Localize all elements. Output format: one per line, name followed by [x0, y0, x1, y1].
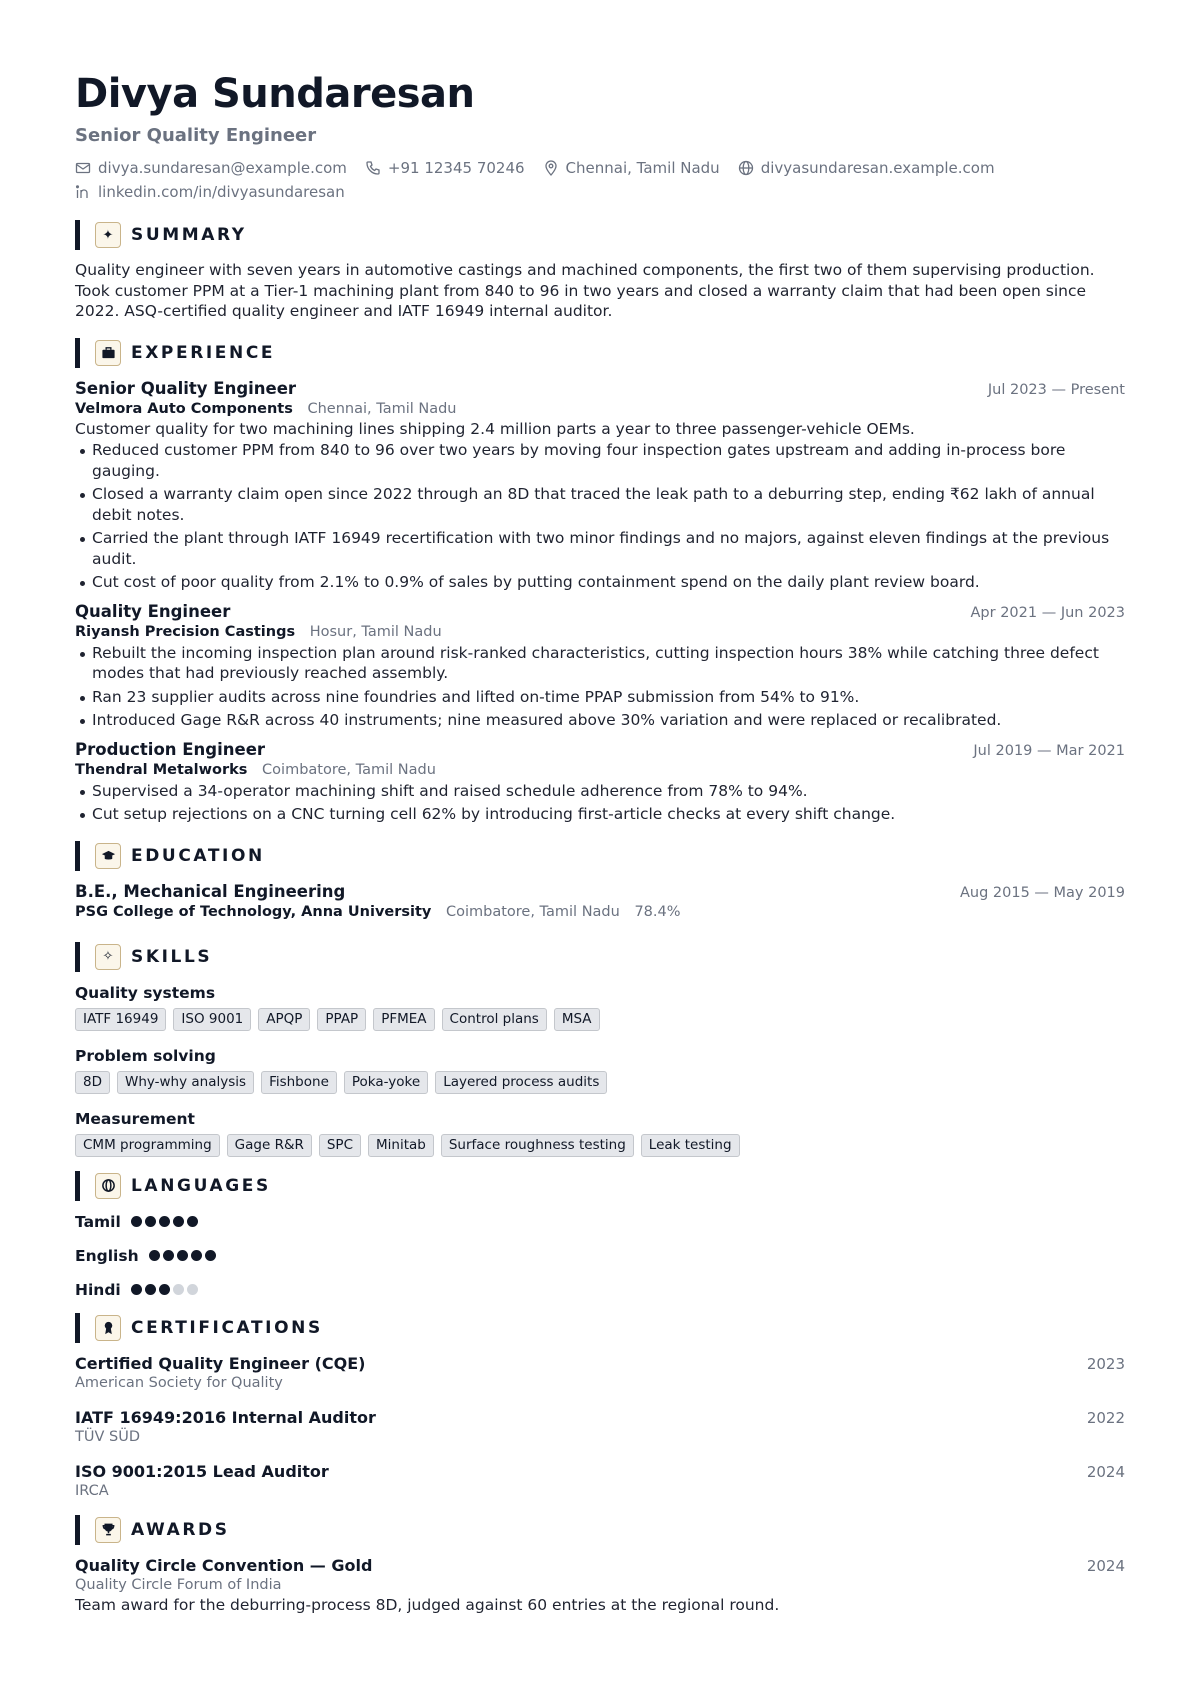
language-list — [75, 1211, 1125, 1301]
section-header — [75, 1515, 1125, 1545]
candidate-name: Divya Sundaresan — [75, 71, 475, 117]
globe-icon — [738, 160, 754, 176]
certification-year: 2022 — [1086, 1408, 1125, 1427]
certification-title: ISO 9001:2015 Lead Auditor — [75, 1461, 329, 1481]
job-title: Senior Quality Engineer — [75, 378, 297, 398]
award-issuer: Quality Circle Forum of India — [75, 1576, 282, 1593]
skill-tag: Why-why analysis — [117, 1071, 254, 1094]
section-title: SKILLS — [131, 946, 213, 967]
skill-tag: CMM programming — [75, 1134, 220, 1157]
email-text: divya.sundaresan@example.com — [98, 159, 347, 177]
skill-tag: APQP — [258, 1008, 310, 1031]
company-location: Coimbatore, Tamil Nadu — [262, 761, 436, 778]
bullet-item: Cut cost of poor quality from 2.1% to 0.9% of sales by putting containment spend on the daily plant review board. — [75, 572, 1125, 593]
briefcase-icon — [95, 340, 121, 366]
section-header — [75, 1313, 1125, 1343]
company-location: Hosur, Tamil Nadu — [309, 623, 442, 640]
language-name: English — [75, 1246, 139, 1265]
contact-list — [75, 156, 1125, 204]
skill-group-name: Measurement — [75, 1109, 195, 1128]
skill-tag: Poka-yoke — [344, 1071, 428, 1094]
school-location: Coimbatore, Tamil Nadu — [445, 903, 620, 920]
section-accent-bar — [75, 338, 80, 368]
language-item — [75, 1211, 1125, 1233]
skill-tags — [75, 1071, 1125, 1094]
job-title: Production Engineer — [75, 739, 266, 759]
language-name: Tamil — [75, 1212, 121, 1231]
language-name: Hindi — [75, 1280, 121, 1299]
certification-issuer: IRCA — [75, 1482, 109, 1499]
company-name: Thendral Metalworks — [75, 761, 248, 778]
proficiency-dot-filled — [163, 1250, 174, 1261]
skill-tag: Control plans — [442, 1008, 547, 1031]
skill-tag: MSA — [554, 1008, 600, 1031]
proficiency-dot-filled — [173, 1216, 184, 1227]
section-accent-bar — [75, 1171, 80, 1201]
skill-tag: Layered process audits — [435, 1071, 607, 1094]
skill-tag: PFMEA — [373, 1008, 434, 1031]
skill-group-name: Problem solving — [75, 1046, 216, 1065]
summary-section — [75, 220, 1125, 322]
award-item — [75, 1555, 1125, 1616]
awards-section — [75, 1515, 1125, 1616]
section-header — [75, 338, 1125, 368]
job-dates: Jul 2019 — Mar 2021 — [973, 742, 1125, 759]
languages-section — [75, 1171, 1125, 1301]
bullet-item: Introduced Gage R&R across 40 instruments; nine measured above 30% variation and were replaced or recalibrated. — [75, 710, 1125, 731]
certifications-section — [75, 1313, 1125, 1501]
proficiency-dot-filled — [131, 1284, 142, 1295]
skill-tag: SPC — [319, 1134, 361, 1157]
proficiency-dot-filled — [177, 1250, 188, 1261]
skill-tag: Leak testing — [641, 1134, 740, 1157]
section-title: AWARDS — [131, 1519, 230, 1540]
skill-tags — [75, 1008, 1125, 1031]
job-dates: Jul 2023 — Present — [987, 381, 1125, 398]
section-title: EDUCATION — [131, 845, 265, 866]
section-accent-bar — [75, 942, 80, 972]
section-accent-bar — [75, 1515, 80, 1545]
skill-tag: IATF 16949 — [75, 1008, 166, 1031]
company-name: Riyansh Precision Castings — [75, 623, 296, 640]
skills-section — [75, 942, 1125, 1157]
bullet-item: Closed a warranty claim open since 2022 through an 8D that traced the leak path to a deburring step, ending ₹62 lakh of annual debit notes. — [75, 484, 1125, 525]
bullet-item: Cut setup rejections on a CNC turning cell 62% by introducing first-article checks at every shift change. — [75, 804, 1125, 825]
proficiency-dot-filled — [187, 1216, 198, 1227]
contact-phone[interactable] — [365, 156, 525, 180]
proficiency-dot-empty — [187, 1284, 198, 1295]
skill-tag: PPAP — [317, 1008, 366, 1031]
certification-year: 2024 — [1086, 1462, 1125, 1481]
proficiency-dot-filled — [159, 1216, 170, 1227]
map-pin-icon — [543, 160, 559, 176]
proficiency-dots — [131, 1284, 201, 1295]
contact-website[interactable] — [738, 156, 995, 180]
proficiency-dot-filled — [191, 1250, 202, 1261]
skill-group — [75, 982, 1125, 1031]
skill-tag: Minitab — [368, 1134, 434, 1157]
certification-title: Certified Quality Engineer (CQE) — [75, 1353, 366, 1373]
certification-item — [75, 1407, 1125, 1447]
skill-groups — [75, 982, 1125, 1157]
location-text: Chennai, Tamil Nadu — [565, 159, 720, 177]
proficiency-dot-filled — [145, 1284, 156, 1295]
skill-tag: 8D — [75, 1071, 110, 1094]
bullet-item: Ran 23 supplier audits across nine foundries and lifted on-time PPAP submission from 54% to 91%. — [75, 687, 1125, 708]
job-dates: Apr 2021 — Jun 2023 — [970, 604, 1125, 621]
education-section — [75, 841, 1125, 922]
section-header — [75, 220, 1125, 250]
graduation-cap-icon — [95, 843, 121, 869]
skill-group — [75, 1045, 1125, 1094]
skill-tag: Gage R&R — [227, 1134, 312, 1157]
section-header — [75, 942, 1125, 972]
proficiency-dot-empty — [173, 1284, 184, 1295]
trophy-icon — [95, 1517, 121, 1543]
linkedin-text: linkedin.com/in/divyasundaresan — [98, 183, 345, 201]
certification-title: IATF 16949:2016 Internal Auditor — [75, 1407, 376, 1427]
sparkles-icon: ✧ — [95, 944, 121, 970]
bullet-item: Rebuilt the incoming inspection plan around risk-ranked characteristics, cutting inspection hours 38% while catching three defect modes that had previously reached assembly. — [75, 643, 1125, 684]
award-row — [75, 1555, 1125, 1576]
education-entry — [75, 881, 1125, 922]
certification-row — [75, 1461, 1125, 1482]
certification-issuer: TÜV SÜD — [75, 1428, 140, 1445]
award-list — [75, 1555, 1125, 1616]
candidate-headline: Senior Quality Engineer — [75, 125, 317, 146]
company-name: Velmora Auto Components — [75, 400, 293, 417]
certification-row — [75, 1407, 1125, 1428]
bullet-item: Reduced customer PPM from 840 to 96 over two years by moving four inspection gates upstream and adding in-process bore gauging. — [75, 440, 1125, 481]
degree: B.E., Mechanical Engineering — [75, 881, 346, 901]
school-name: PSG College of Technology, Anna University — [75, 903, 432, 920]
award-badge-icon — [95, 1315, 121, 1341]
sparkle-icon: ✦ — [95, 222, 121, 248]
section-header — [75, 1171, 1125, 1201]
contact-location — [543, 156, 720, 180]
bullet-item: Supervised a 34-operator machining shift and raised schedule adherence from 78% to 94%. — [75, 781, 1125, 802]
job-bullets — [75, 643, 1125, 731]
education-dates: Aug 2015 — May 2019 — [959, 884, 1125, 901]
award-description: Team award for the deburring-process 8D, judged against 60 entries at the regional round. — [75, 1595, 780, 1614]
section-title: LANGUAGES — [131, 1175, 271, 1196]
section-accent-bar — [75, 841, 80, 871]
section-title: CERTIFICATIONS — [131, 1317, 323, 1338]
proficiency-dots — [149, 1250, 219, 1261]
experience-section — [75, 338, 1125, 825]
language-item — [75, 1279, 1125, 1301]
mail-icon — [75, 160, 91, 176]
company-location: Chennai, Tamil Nadu — [307, 400, 457, 417]
section-title: SUMMARY — [131, 225, 247, 245]
job-summary: Customer quality for two machining lines shipping 2.4 million parts a year to three passenger-vehicle OEMs. — [75, 419, 915, 438]
skill-tag: Surface roughness testing — [441, 1134, 634, 1157]
proficiency-dot-filled — [145, 1216, 156, 1227]
language-item — [75, 1245, 1125, 1267]
certification-item — [75, 1353, 1125, 1393]
proficiency-dot-filled — [159, 1284, 170, 1295]
certification-item — [75, 1461, 1125, 1501]
certification-row — [75, 1353, 1125, 1374]
phone-icon — [365, 160, 381, 176]
certification-list — [75, 1353, 1125, 1501]
award-title: Quality Circle Convention — Gold — [75, 1555, 373, 1575]
contact-email[interactable] — [75, 156, 347, 180]
resume-header — [75, 70, 1125, 204]
proficiency-dots — [131, 1216, 201, 1227]
experience-entry — [75, 739, 1125, 825]
section-accent-bar — [75, 220, 80, 250]
job-bullets — [75, 440, 1125, 593]
phone-text: +91 12345 70246 — [387, 159, 525, 177]
certification-year: 2023 — [1086, 1354, 1125, 1373]
linkedin-icon — [75, 184, 91, 200]
website-text: divyasundaresan.example.com — [760, 159, 995, 177]
job-bullets — [75, 781, 1125, 825]
certification-issuer: American Society for Quality — [75, 1374, 283, 1391]
proficiency-dot-filled — [131, 1216, 142, 1227]
experience-entry — [75, 601, 1125, 731]
skill-group — [75, 1108, 1125, 1157]
job-title: Quality Engineer — [75, 601, 231, 621]
bullet-item: Carried the plant through IATF 16949 recertification with two minor findings and no majors, against eleven findings at the previous audit. — [75, 528, 1125, 569]
proficiency-dot-filled — [149, 1250, 160, 1261]
education-score: 78.4% — [634, 903, 681, 920]
award-year: 2024 — [1086, 1556, 1125, 1575]
experience-entry — [75, 378, 1125, 593]
section-header — [75, 841, 1125, 871]
skill-tag: ISO 9001 — [173, 1008, 251, 1031]
skill-tags — [75, 1134, 1125, 1157]
section-accent-bar — [75, 1313, 80, 1343]
section-title: EXPERIENCE — [131, 342, 276, 363]
skill-group-name: Quality systems — [75, 983, 216, 1002]
skill-tag: Fishbone — [261, 1071, 337, 1094]
globe-icon — [95, 1173, 121, 1199]
summary-text: Quality engineer with seven years in automotive castings and machined components, the first two of them supervising production. Took customer PPM at a Tier-1 machining plant from 840 to 96 in two years and closed a warranty claim that had been open since 2022. ASQ-certified quality engineer and IATF 16949 internal auditor. — [75, 261, 1095, 320]
contact-linkedin[interactable] — [75, 180, 345, 204]
proficiency-dot-filled — [205, 1250, 216, 1261]
